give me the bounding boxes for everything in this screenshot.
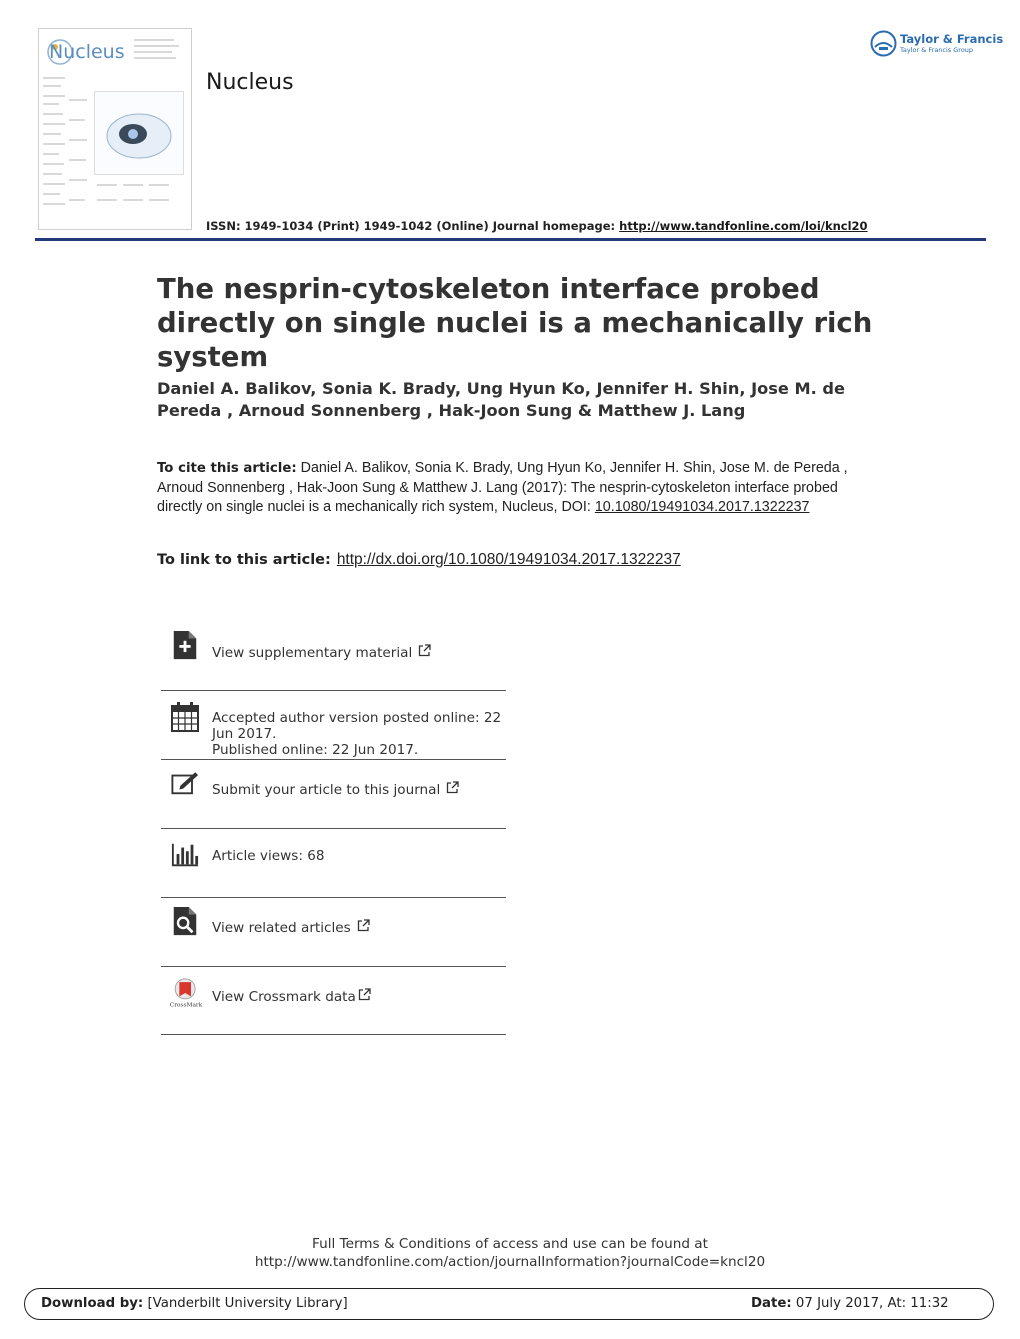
terms-line: Full Terms & Conditions of access and use can be found at bbox=[312, 1236, 708, 1252]
accepted-date-line1: Accepted author version posted online: 22 bbox=[212, 710, 502, 726]
issn-line bbox=[206, 219, 868, 233]
download-institution: [Vanderbilt University Library] bbox=[143, 1296, 348, 1311]
crossmark-row[interactable] bbox=[161, 976, 506, 1026]
crossmark-label: View Crossmark data bbox=[212, 989, 356, 1005]
crossmark-logo-text: CrossMark bbox=[169, 1002, 203, 1008]
journal-name: Nucleus bbox=[206, 70, 294, 95]
related-articles-label: View related articles bbox=[212, 920, 351, 936]
external-link-icon bbox=[446, 781, 459, 794]
journal-homepage-link[interactable]: http://www.tandfonline.com/loi/kncl20 bbox=[619, 219, 868, 233]
panel-divider bbox=[161, 759, 506, 760]
calendar-icon bbox=[171, 702, 199, 732]
supplementary-label: View supplementary material bbox=[212, 645, 413, 661]
article-views-count: Article views: 68 bbox=[212, 848, 325, 864]
panel-divider bbox=[161, 897, 506, 898]
terms-of-access bbox=[0, 1236, 1020, 1271]
panel-divider bbox=[161, 828, 506, 829]
submit-article-row[interactable] bbox=[161, 768, 506, 818]
download-label: Download by: bbox=[41, 1296, 144, 1311]
citation-text: Daniel A. Balikov, Sonia K. Brady, Ung Hyun Ko, Jennifer H. Shin, Jose M. de Pereda , Arnoud Sonnenberg , Hak-Joon Sung & Matthew J. Lang (2017): The nesprin-cytoskeleton interface probed directly on single nuclei is a mechanically rich system, Nucleus, DOI: bbox=[157, 460, 848, 515]
crossmark-icon bbox=[169, 978, 203, 1008]
submit-label: Submit your article to this journal bbox=[212, 782, 441, 798]
publisher-name: Taylor & Francis bbox=[900, 32, 1004, 46]
article-doi-link[interactable]: http://dx.doi.org/10.1080/19491034.2017.1322237 bbox=[336, 551, 681, 568]
view-supplementary-row[interactable] bbox=[161, 630, 506, 680]
publisher-group: Taylor & Francis Group bbox=[900, 46, 974, 54]
panel-divider bbox=[161, 966, 506, 967]
panel-divider bbox=[161, 690, 506, 691]
publisher-logo bbox=[870, 30, 1004, 56]
publication-dates-row bbox=[161, 700, 506, 758]
external-link-icon bbox=[358, 988, 371, 1001]
download-date: 07 July 2017, At: 11:32 bbox=[791, 1296, 949, 1311]
article-title: The nesprin-cytoskeleton interface probed directly on single nuclei is a mechanically rich system bbox=[157, 273, 873, 373]
journal-cover-thumbnail bbox=[38, 28, 192, 230]
cover-figure bbox=[94, 91, 184, 175]
taylor-francis-logo-icon bbox=[870, 30, 897, 57]
published-date: Published online: 22 Jun 2017. bbox=[212, 742, 419, 758]
related-articles-row[interactable] bbox=[161, 906, 506, 956]
external-link-icon bbox=[357, 919, 370, 932]
terms-url[interactable]: http://www.tandfonline.com/action/journalInformation?journalCode=kncl20 bbox=[254, 1253, 766, 1270]
article-link-block bbox=[157, 551, 681, 569]
issn-text: ISSN: 1949-1034 (Print) 1949-1042 (Online) Journal homepage: bbox=[206, 219, 620, 233]
accepted-date-line2: Jun 2017. bbox=[212, 726, 277, 742]
edit-pencil-icon bbox=[171, 768, 199, 798]
article-link-label: To link to this article: bbox=[157, 552, 331, 568]
bar-chart-icon bbox=[171, 840, 199, 870]
citation-label: To cite this article: bbox=[157, 461, 297, 476]
article-authors: Daniel A. Balikov, Sonia K. Brady, Ung Hyun Ko, Jennifer H. Shin, Jose M. de Pereda , Arnoud Sonnenberg , Hak-Joon Sung & Matthew J. Lang bbox=[157, 379, 845, 420]
date-label: Date: bbox=[751, 1296, 792, 1311]
download-info-bar bbox=[24, 1288, 994, 1320]
supplementary-document-icon bbox=[171, 630, 199, 660]
cover-title: Nucleus bbox=[49, 41, 125, 63]
external-link-icon bbox=[418, 644, 431, 657]
citation-block bbox=[157, 459, 862, 518]
document-search-icon bbox=[171, 906, 199, 936]
panel-divider bbox=[161, 1034, 506, 1035]
article-views-row bbox=[161, 838, 506, 888]
header-divider bbox=[35, 238, 986, 241]
citation-doi-link[interactable]: 10.1080/19491034.2017.1322237 bbox=[594, 499, 810, 515]
